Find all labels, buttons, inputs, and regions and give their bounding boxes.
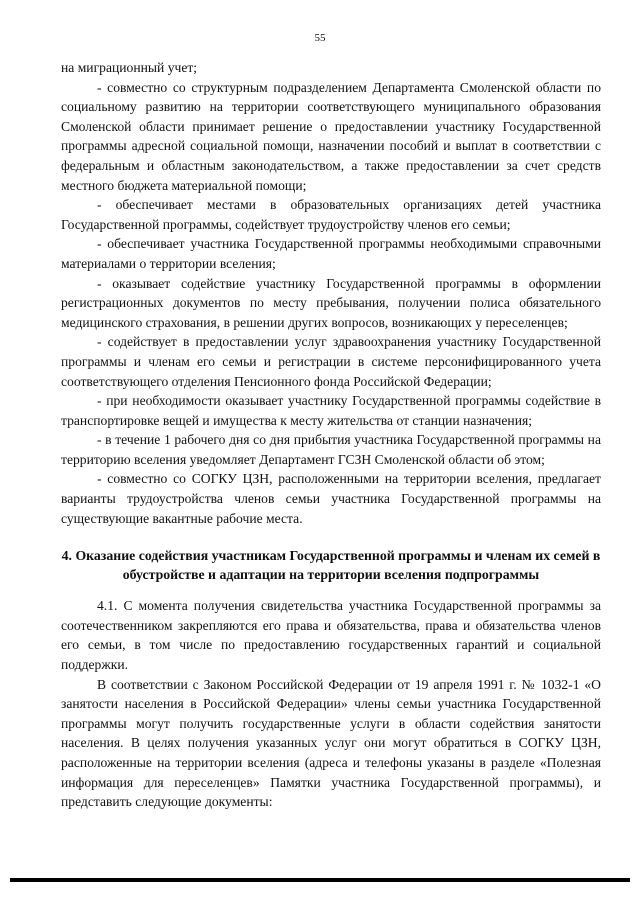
- paragraph: - оказывает содействие участнику Государственной программы в оформлении регистрационных документов по месту пребывания, получении полиса обязательного медицинского страхования, в решении других вопросов, возникающих у переселенцев;: [61, 275, 601, 330]
- paragraph: 4.1. С момента получения свидетельства участника Государственной программы за соотечественником закрепляются его права и обязательства, права и обязательства членов его семьи, в том числе по предоставлению государственных гарантий и социальной поддержки.: [61, 598, 601, 673]
- paragraph: В соответствии с Законом Российской Федерации от 19 апреля 1991 г. № 1032-1 «О занятости населения в Российской Федерации» члены семьи участника Государственной программы могут получить государственные услуги в области содействия занятости населения. В целях получения указанных услуг они могут обратиться в СОГКУ ЦЗН, расположенные на территории вселения (адреса и телефоны указаны в разделе «Полезная информация для переселенцев» Памятки участника Государственной программы), и представить следующие документы:: [61, 676, 601, 810]
- paragraph: - обеспечивает участника Государственной программы необходимыми справочными материалами о территории вселения;: [61, 236, 601, 271]
- paragraph: - в течение 1 рабочего дня со дня прибытия участника Государственной программы на территорию вселения уведомляет Департамент ГСЗН Смоленской области об этом;: [61, 432, 601, 467]
- top-paragraphs: [61, 58, 601, 528]
- paragraph: на миграционный учет;: [61, 60, 198, 75]
- paragraph: - при необходимости оказывает участнику Государственной программы содействие в транспортировке вещей и имущества к месту жительства от станции назначения;: [61, 393, 601, 428]
- bottom-rule: [10, 878, 630, 882]
- paragraph: - обеспечивает местами в образовательных организациях детей участника Государственной программы, содействует трудоустройству членов его семьи;: [61, 197, 601, 232]
- document-body: [61, 58, 601, 812]
- bottom-paragraphs: [61, 596, 601, 812]
- section-title: 4. Оказание содействия участникам Государственной программы и членам их семей в обустройстве и адаптации на территории вселения подпрограммы: [61, 548, 601, 583]
- paragraph: - совместно со СОГКУ ЦЗН, расположенными на территории вселения, предлагает варианты трудоустройства членов семьи участника Государственной программы на существующие вакантные рабочие места.: [61, 471, 601, 526]
- paragraph: - содействует в предоставлении услуг здравоохранения участнику Государственной программы и членам его семьи и регистрации в системе персонифицированного учета соответствующего отделения Пенсионного фонда Российской Федерации;: [61, 334, 601, 389]
- paragraph: - совместно со структурным подразделением Департамента Смоленской области по социальному развитию на территории соответствующего муниципального образования Смоленской области принимает решение о предоставлении участнику Государственной программы адресной социальной помощи, назначении пособий и выплат в соответствии с федеральным и областным законодательством, а также предоставлении за счет средств местного бюджета материальной помощи;: [61, 79, 601, 193]
- page-number: 55: [314, 32, 326, 44]
